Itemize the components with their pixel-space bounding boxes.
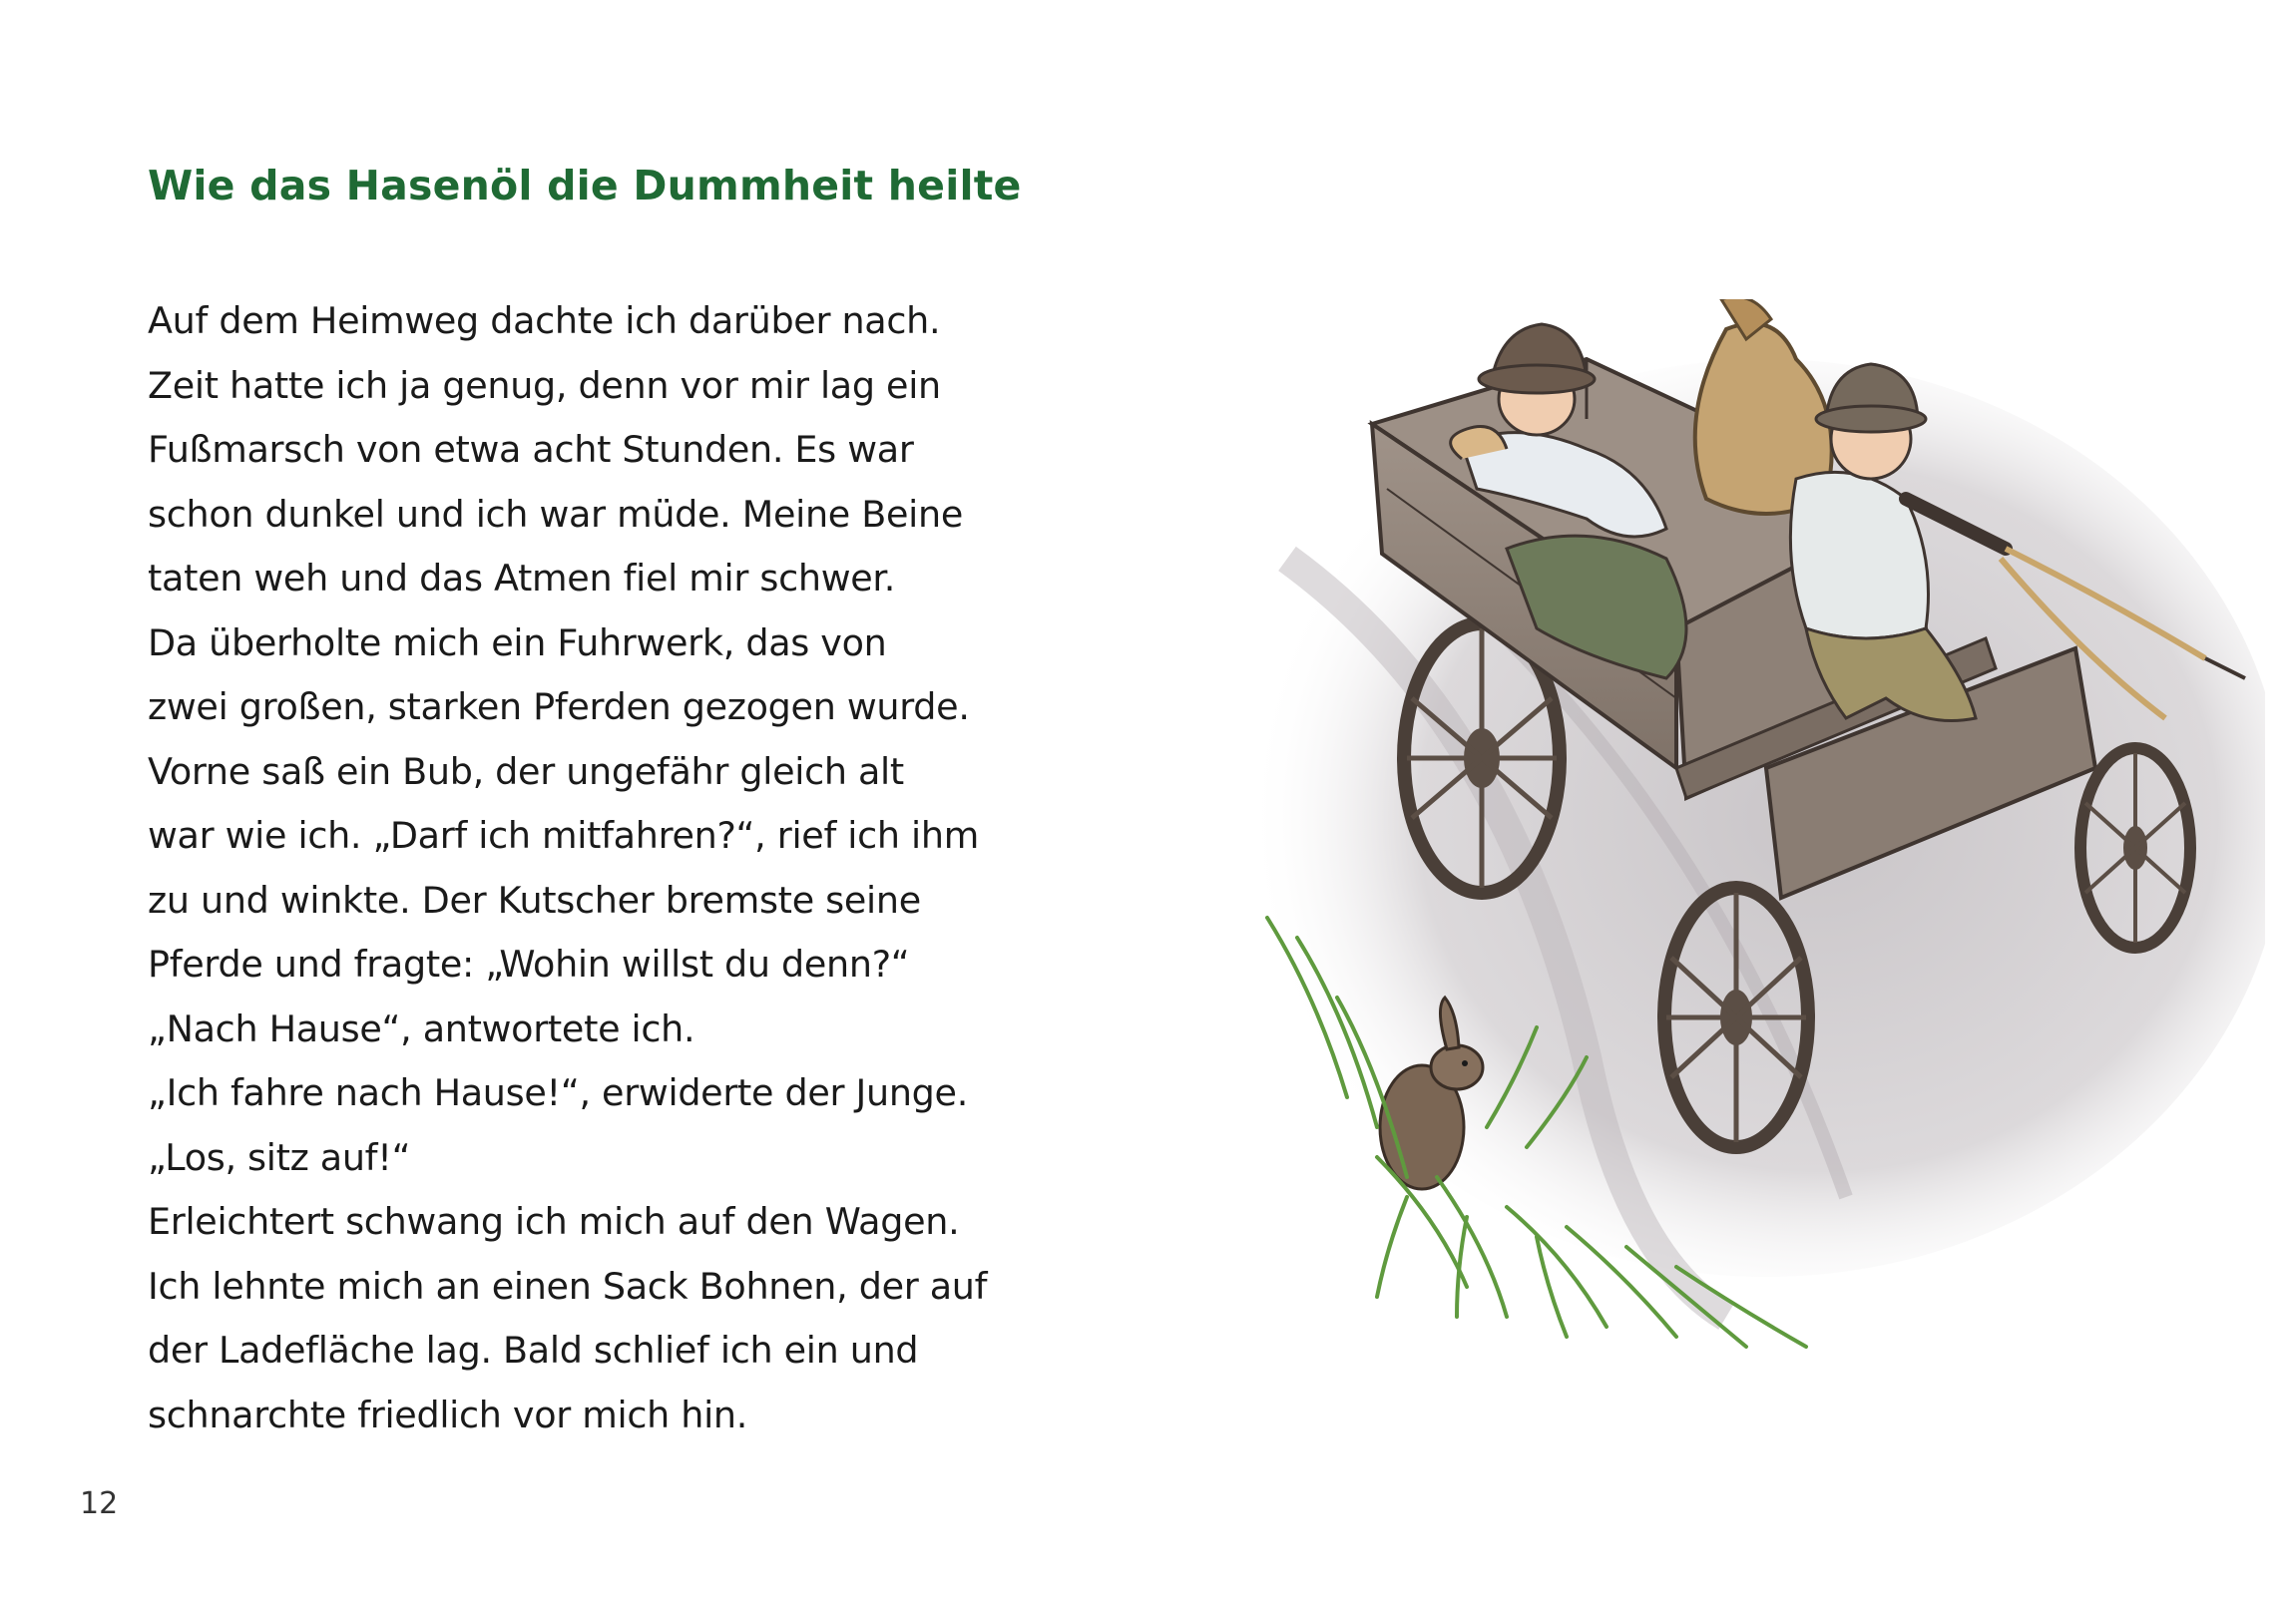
text-line: Zeit hatte ich ja genug, denn vor mir lag ein bbox=[148, 363, 941, 407]
text-line: „Ich fahre nach Hause!“, erwiderte der Junge. bbox=[148, 1071, 969, 1114]
text-line: Da überholte mich ein Fuhrwerk, das von bbox=[148, 620, 887, 664]
text-line: „Nach Hause“, antwortete ich. bbox=[148, 1006, 695, 1050]
text-line: schon dunkel und ich war müde. Meine Beine bbox=[148, 492, 963, 536]
text-line: der Ladefläche lag. Bald schlief ich ein und bbox=[148, 1329, 919, 1372]
text-line: Ich lehnte mich an einen Sack Bohnen, der auf bbox=[148, 1264, 988, 1308]
text-line: war wie ich. „Darf ich mitfahren?“, rief ich ihm bbox=[148, 814, 979, 857]
story-text bbox=[148, 289, 1046, 1447]
text-line: Fußmarsch von etwa acht Stunden. Es war bbox=[148, 428, 914, 471]
text-line: Erleichtert schwang ich mich auf den Wagen. bbox=[148, 1200, 960, 1243]
text-line: schnarchte friedlich vor mich hin. bbox=[148, 1393, 748, 1436]
horse-cart-illustration bbox=[1207, 299, 2265, 1377]
page-title: Wie das Hasenöl die Dummheit heilte bbox=[148, 162, 1022, 209]
page-number: 12 bbox=[80, 1486, 119, 1521]
text-line: zu und winkte. Der Kutscher bremste seine bbox=[148, 878, 921, 922]
wagon-wheel-front-left bbox=[1664, 888, 1808, 1147]
text-line: Vorne saß ein Bub, der ungefähr gleich alt bbox=[148, 749, 904, 793]
text-line: Pferde und fragte: „Wohin willst du denn?“ bbox=[148, 943, 910, 986]
text-line: Auf dem Heimweg dachte ich darüber nach. bbox=[148, 299, 941, 342]
text-line: „Los, sitz auf!“ bbox=[148, 1135, 411, 1179]
text-line: taten weh und das Atmen fiel mir schwer. bbox=[148, 557, 896, 600]
text-line: zwei großen, starken Pferden gezogen wurde. bbox=[148, 685, 970, 728]
